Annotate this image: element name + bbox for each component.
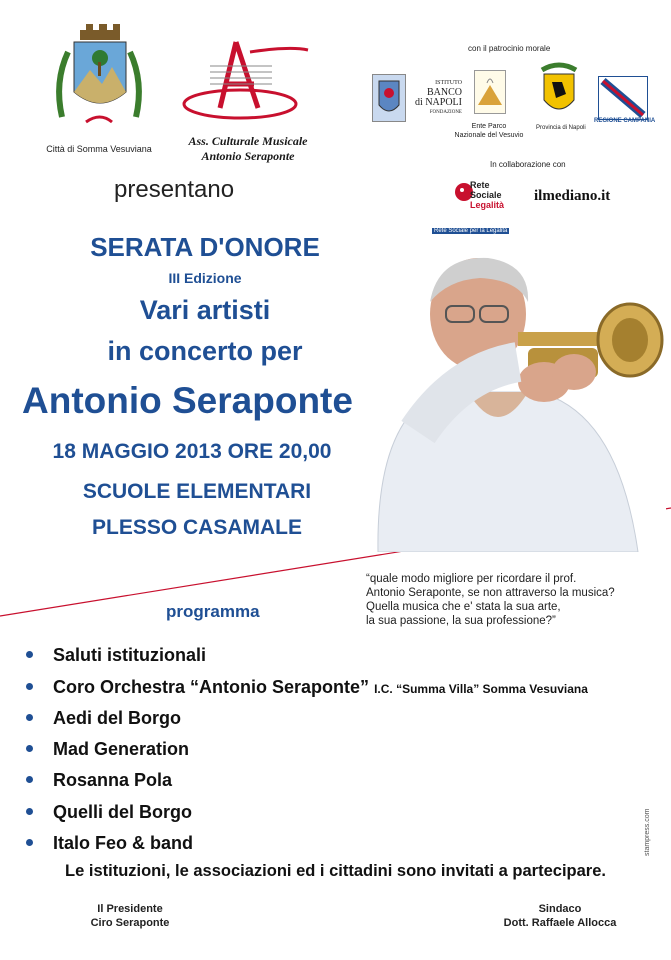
presentano-text: presentano: [114, 176, 235, 203]
trumpet-player-photo: [368, 252, 666, 552]
regione-caption: REGIONE CAMPANIA: [594, 118, 656, 124]
bullet-icon: [26, 683, 33, 690]
bullet-icon: [26, 745, 33, 752]
rete-legalita-logo: Rete Sociale Legalità: [452, 180, 504, 226]
program-item: Rosanna Pola: [26, 770, 172, 791]
regione-campania-logo: [598, 76, 648, 120]
banco-napoli-logo: ISTITUTO BANCO di NAPOLI FONDAZIONE: [415, 80, 462, 115]
bullet-icon: [26, 714, 33, 721]
artist-name: Antonio Seraponte: [22, 380, 353, 421]
vari-artisti-text: Vari artisti: [139, 295, 271, 325]
president-title: Il Presidente: [97, 903, 163, 915]
association-logo: [180, 36, 316, 126]
bullet-icon: [26, 776, 33, 783]
president-name: Ciro Seraponte: [90, 917, 170, 929]
mayor-title: Sindaco: [538, 903, 582, 915]
venue-line1: SCUOLE ELEMENTARI: [82, 480, 312, 503]
program-item-sub: I.C. “Summa Villa” Somma Vesuviana: [374, 682, 588, 696]
edizione-text: III Edizione: [168, 270, 242, 286]
bullet-icon: [26, 651, 33, 658]
venue-line2: PLESSO CASAMALE: [91, 516, 303, 539]
quote-line3: Quella musica che e' stata la sua arte,: [366, 601, 561, 613]
quote-line4: la sua passione, la sua professione?”: [366, 615, 556, 627]
printer-credit: stampress.com: [644, 808, 651, 856]
bullet-icon: [26, 808, 33, 815]
program-heading: programma: [166, 602, 260, 621]
rete-caption: Rete Sociale per la Legalità: [434, 228, 508, 234]
bullet-icon: [26, 839, 33, 846]
municipal-crest-icon: [372, 74, 406, 122]
program-item: Coro Orchestra “Antonio Seraponte” I.C. “Summa Villa” Somma Vesuviana: [26, 677, 588, 698]
program-item: Italo Feo & band: [26, 833, 193, 854]
quote-line1: “quale modo migliore per ricordare il prof.: [366, 573, 577, 585]
event-date: 18 MAGGIO 2013 ORE 20,00: [52, 440, 332, 463]
parco-caption-line1: Ente Parco: [471, 123, 507, 130]
city-crest: [50, 22, 148, 140]
serata-title: SERATA D'ONORE: [90, 232, 320, 262]
in-concerto-text: in concerto per: [107, 336, 303, 366]
provincia-caption: Provincia di Napoli: [536, 125, 586, 131]
collaborazione-label: In collaborazione con: [490, 160, 566, 169]
patrocinio-label: con il patrocinio morale: [468, 44, 551, 53]
association-name-line1: Ass. Culturale Musicale: [188, 134, 308, 148]
invitation-text: Le istituzioni, le associazioni ed i cittadini sono invitati a partecipare.: [65, 862, 606, 880]
association-name-line2: Antonio Seraponte: [201, 149, 295, 163]
quote-block: [366, 572, 615, 628]
program-item: Saluti istituzionali: [26, 645, 206, 666]
program-item: Quelli del Borgo: [26, 802, 192, 823]
provincia-napoli-logo: [538, 60, 580, 120]
ilmediano-logo: ilmediano.it: [534, 188, 611, 204]
program-item: Mad Generation: [26, 739, 189, 760]
parco-vesuvio-logo: [474, 70, 506, 114]
quote-line2: Antonio Seraponte, se non attraverso la musica?: [366, 587, 615, 599]
parco-caption-line2: Nazionale del Vesuvio: [454, 132, 524, 139]
mayor-name: Dott. Raffaele Allocca: [503, 917, 617, 929]
program-item: Aedi del Borgo: [26, 708, 181, 729]
city-caption: Città di Somma Vesuviana: [46, 144, 152, 154]
